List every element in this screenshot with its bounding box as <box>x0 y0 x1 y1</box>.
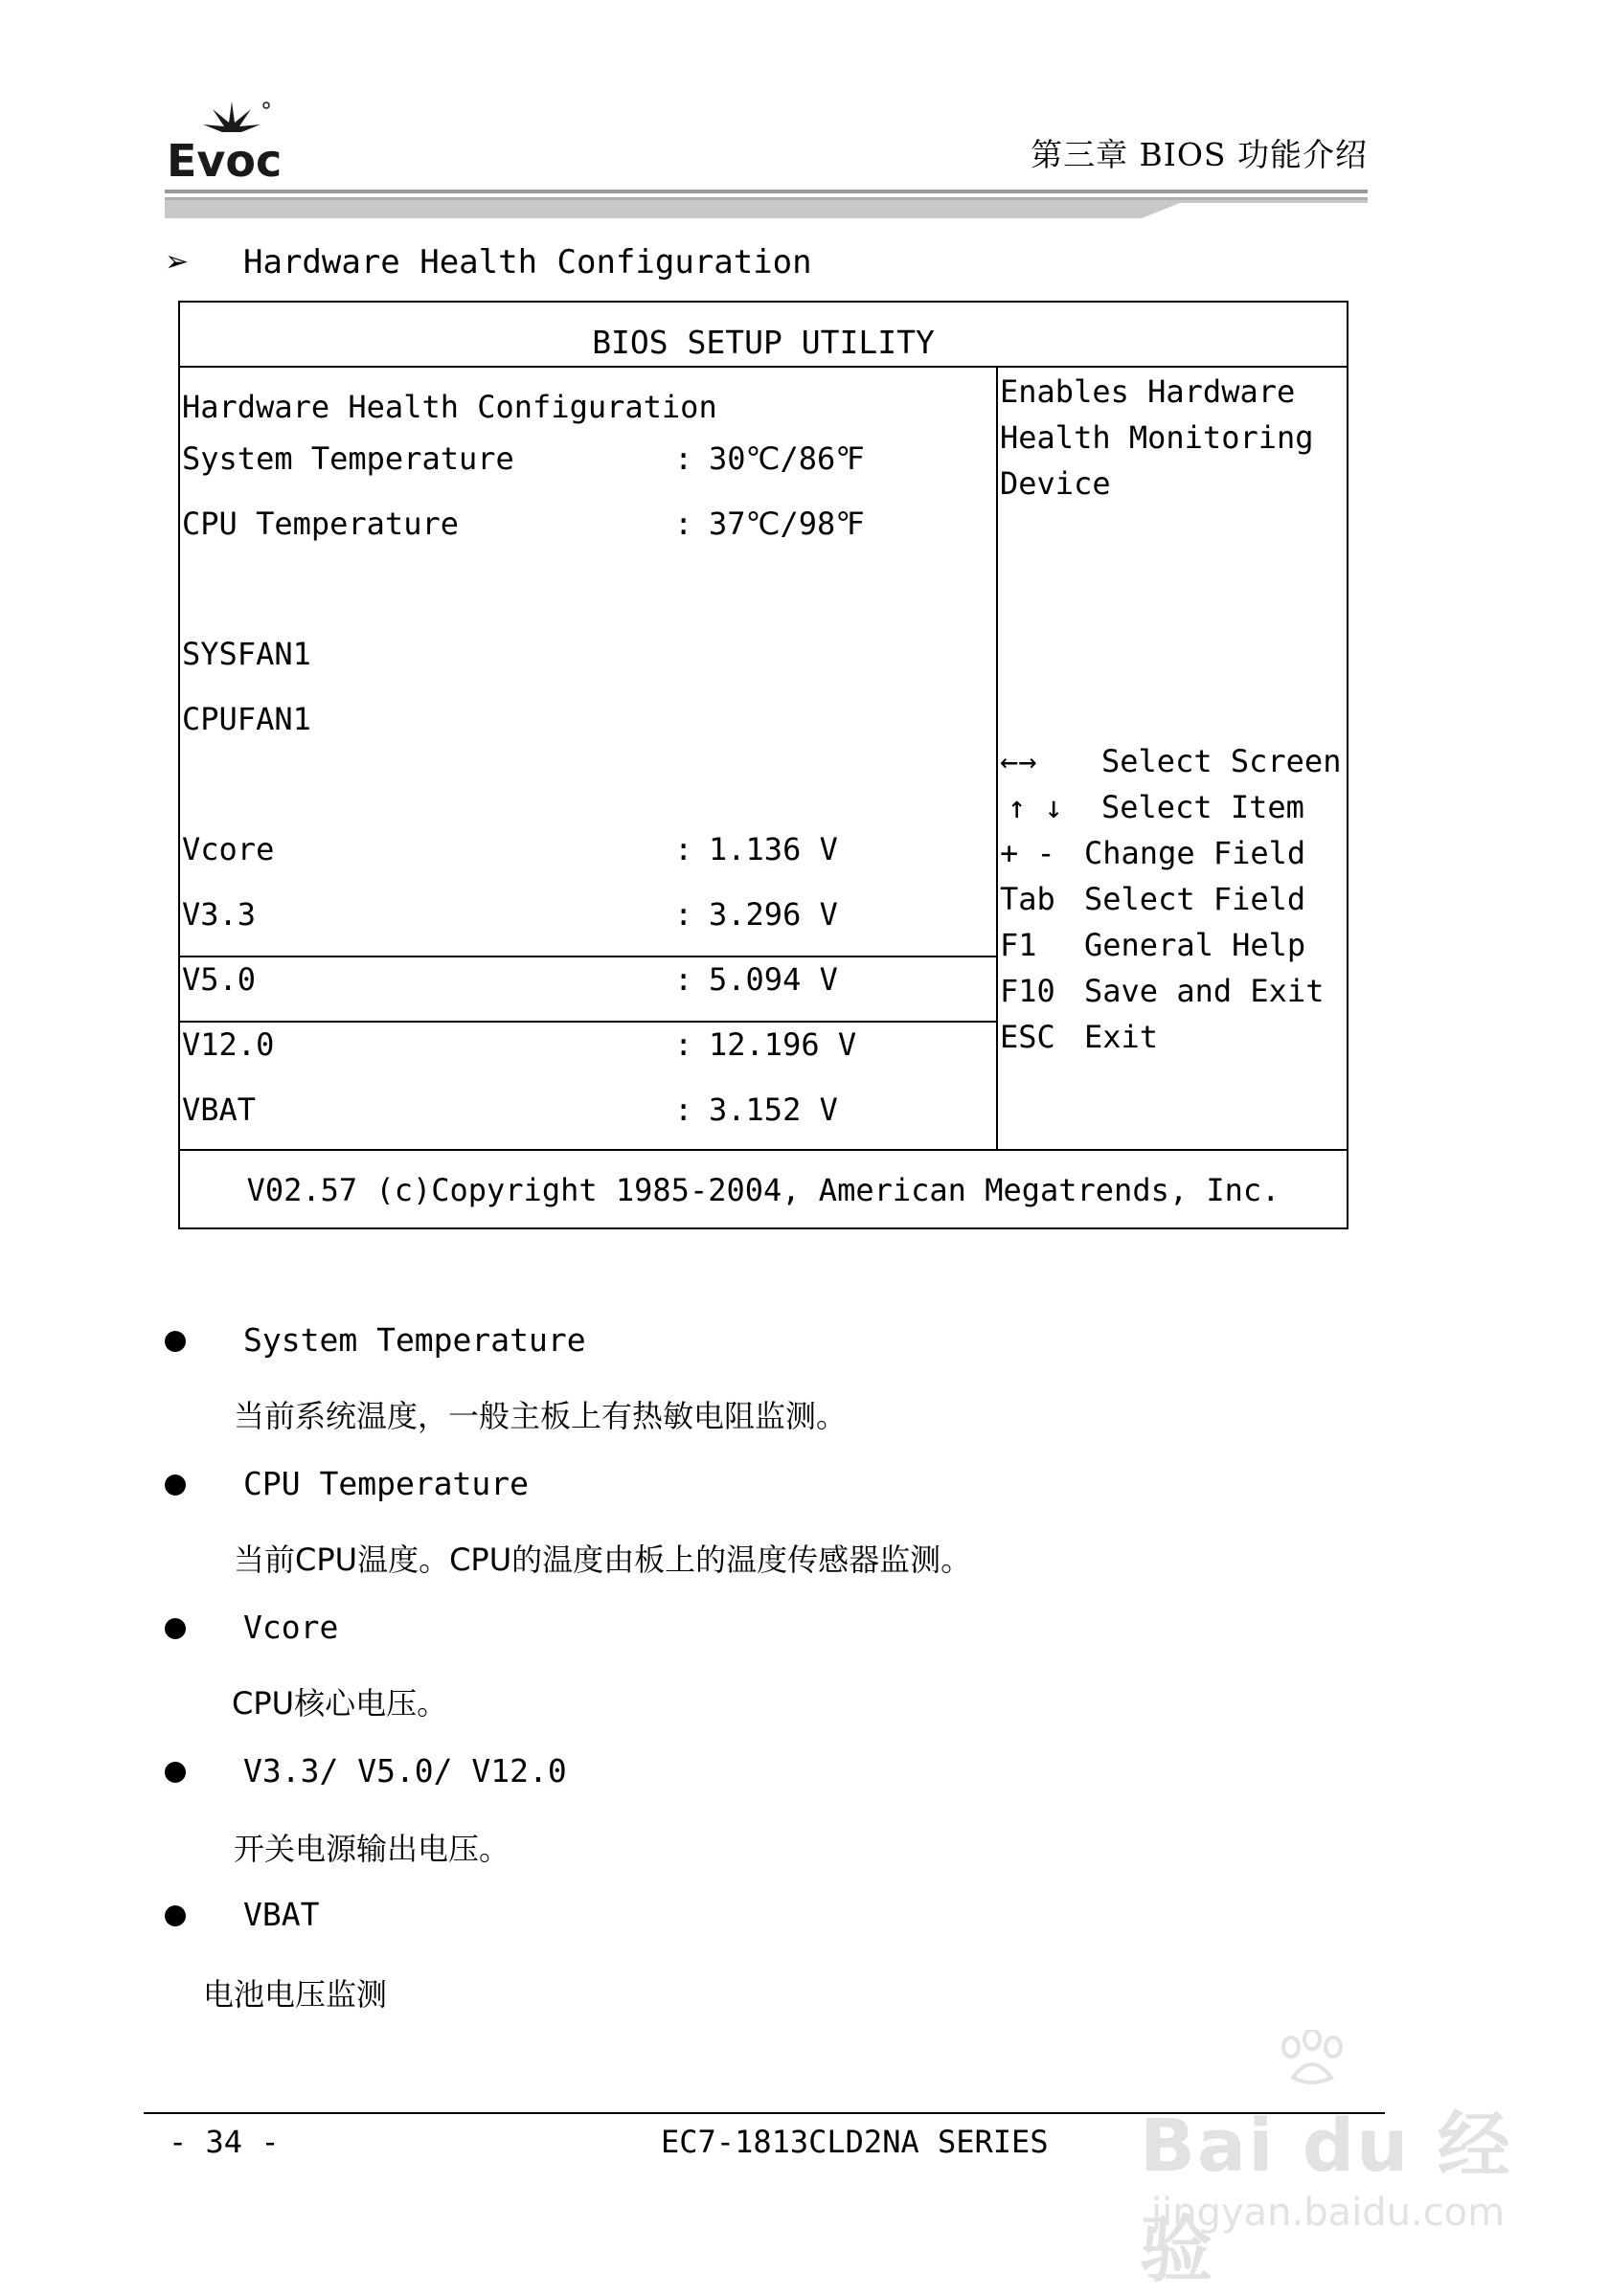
svg-text:Evoc: Evoc <box>167 135 283 182</box>
setting-label-system-temperature[interactable]: System Temperature <box>182 440 514 477</box>
setting-value-vcore: 1.136 V <box>709 831 838 867</box>
header-rule <box>165 190 1368 222</box>
setting-label-v3-3[interactable]: V3.3 <box>182 896 257 933</box>
setting-colon: : <box>674 961 693 998</box>
bullet-dot-icon <box>165 1618 186 1639</box>
bios-title-bar <box>180 303 1347 368</box>
key-desc-select-item: Select Item <box>1101 789 1304 825</box>
setting-colon: : <box>674 896 693 933</box>
item-title-output-voltages: V3.3/ V5.0/ V12.0 <box>243 1752 567 1790</box>
paw-icon <box>1274 2030 1350 2087</box>
series-name: EC7-1813CLD2NA SERIES <box>661 2124 1049 2160</box>
watermark-brand: Bai du 经验 <box>1140 2103 1512 2292</box>
setting-label-vcore[interactable]: Vcore <box>182 831 275 867</box>
bios-copyright: V02.57 (c)Copyright 1985-2004, American Megatrends, Inc. <box>246 1172 1280 1208</box>
setting-colon: : <box>674 506 693 542</box>
bios-settings-panel <box>180 368 998 1149</box>
setting-colon: : <box>674 831 693 867</box>
item-title-vbat: VBAT <box>243 1896 320 1933</box>
bullet-dot-icon <box>165 1905 186 1926</box>
section-heading: Hardware Health Configuration <box>243 243 812 281</box>
setting-value-v5-0: 5.094 V <box>709 961 838 998</box>
baidu-watermark <box>1140 2030 1542 2292</box>
key-f10: F10 <box>1000 973 1055 1009</box>
bios-title: BIOS SETUP UTILITY <box>592 324 935 361</box>
evoc-logo <box>165 100 289 182</box>
item-desc-cpu-temperature: 当前CPU温度。CPU的温度由板上的温度传感器监测。 <box>234 1542 972 1578</box>
item-desc-vcore: CPU核心电压。 <box>232 1685 448 1722</box>
item-title-cpu-temperature: CPU Temperature <box>243 1465 530 1502</box>
setting-label-cpufan1[interactable]: CPUFAN1 <box>182 701 311 737</box>
bios-help-panel <box>998 368 1348 1149</box>
setting-colon: : <box>674 1026 693 1063</box>
item-title-vcore: Vcore <box>243 1609 339 1646</box>
setting-value-v12-0: 12.196 V <box>709 1026 857 1063</box>
page-number: - 34 - <box>169 2124 280 2160</box>
setting-value-cpu-temperature: 37℃/98℉ <box>709 506 865 542</box>
watermark-url: jingyan.baidu.com <box>1151 2191 1506 2235</box>
up-down-arrow-icon: ↑ ↓ <box>1008 789 1063 825</box>
key-desc-exit: Exit <box>1084 1019 1159 1055</box>
section-bullet-icon: ➢ <box>165 245 190 279</box>
bullet-dot-icon <box>165 1331 186 1352</box>
setting-colon: : <box>674 440 693 477</box>
row-divider <box>180 956 996 957</box>
row-divider <box>180 1021 996 1023</box>
key-plus-minus: + - <box>1000 835 1055 871</box>
setting-label-vbat[interactable]: VBAT <box>182 1092 257 1128</box>
help-text-line: Health Monitoring <box>1000 419 1314 456</box>
chapter-title: 第三章 BIOS 功能介绍 <box>1031 136 1368 173</box>
bullet-dot-icon <box>165 1762 186 1783</box>
setting-colon: : <box>674 1092 693 1128</box>
key-desc-general-help: General Help <box>1084 927 1306 963</box>
item-title-system-temperature: System Temperature <box>243 1321 586 1359</box>
setting-label-v12-0[interactable]: V12.0 <box>182 1026 275 1063</box>
bios-setup-screen <box>178 301 1348 1229</box>
setting-value-v3-3: 3.296 V <box>709 896 838 933</box>
item-desc-output-voltages: 开关电源输出电压。 <box>234 1831 510 1867</box>
setting-value-system-temperature: 30℃/86℉ <box>709 440 865 477</box>
key-esc: ESC <box>1000 1019 1055 1055</box>
bios-panel-heading: Hardware Health Configuration <box>182 389 717 425</box>
setting-label-sysfan1[interactable]: SYSFAN1 <box>182 636 311 672</box>
item-desc-system-temperature: 当前系统温度，一般主板上有热敏电阻监测。 <box>234 1398 848 1434</box>
setting-label-cpu-temperature[interactable]: CPU Temperature <box>182 506 459 542</box>
key-desc-change-field: Change Field <box>1084 835 1306 871</box>
bullet-dot-icon <box>165 1474 186 1496</box>
key-desc-select-screen: Select Screen <box>1101 743 1342 779</box>
help-text-line: Enables Hardware <box>1000 373 1296 410</box>
bios-footer <box>180 1149 1347 1229</box>
left-right-arrow-icon: ←→ <box>1000 743 1037 779</box>
key-f1: F1 <box>1000 927 1037 963</box>
key-desc-select-field: Select Field <box>1084 881 1306 917</box>
key-tab: Tab <box>1000 881 1055 917</box>
setting-value-vbat: 3.152 V <box>709 1092 838 1128</box>
key-desc-save-and-exit: Save and Exit <box>1084 973 1325 1009</box>
help-text-line: Device <box>1000 465 1111 502</box>
setting-label-v5-0[interactable]: V5.0 <box>182 961 257 998</box>
item-desc-vbat: 电池电压监测 <box>203 1976 388 2013</box>
